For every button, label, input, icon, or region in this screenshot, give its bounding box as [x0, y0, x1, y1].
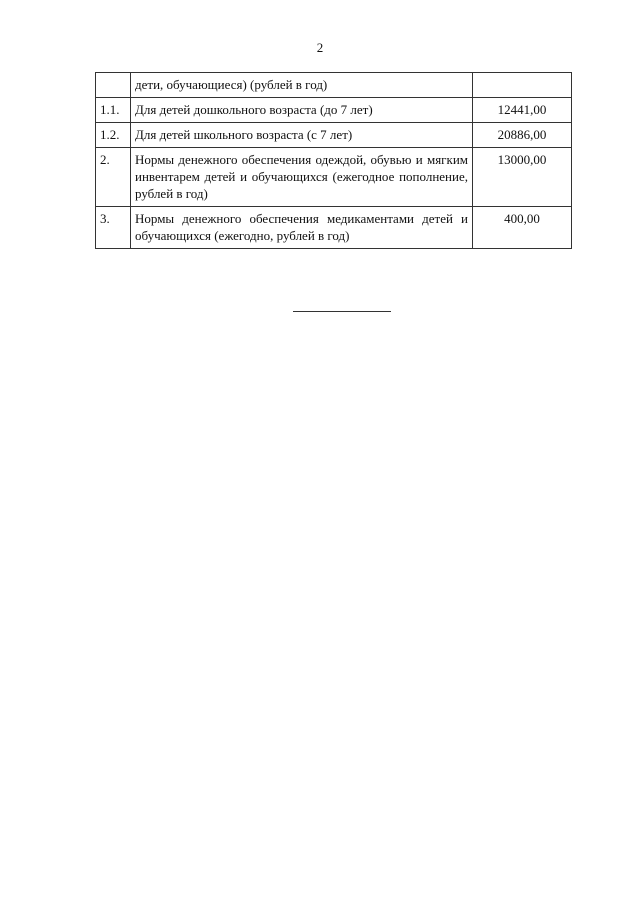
row-description: дети, обучающиеся) (рублей в год)	[131, 73, 473, 98]
row-number: 1.2.	[96, 123, 131, 148]
norms-table	[95, 72, 572, 249]
end-divider-line	[293, 311, 391, 312]
row-value: 12441,00	[473, 98, 572, 123]
row-description: Для детей школьного возраста (с 7 лет)	[131, 123, 473, 148]
table-row	[96, 207, 572, 249]
row-number: 3.	[96, 207, 131, 249]
row-number: 2.	[96, 148, 131, 207]
row-value: 13000,00	[473, 148, 572, 207]
row-value: 20886,00	[473, 123, 572, 148]
row-description: Нормы денежного обеспечения одеждой, обувью и мягким инвентарем детей и обучающихся (ежегодное пополнение, рублей в год)	[131, 148, 473, 207]
table-row	[96, 98, 572, 123]
row-description: Для детей дошкольного возраста (до 7 лет)	[131, 98, 473, 123]
row-value	[473, 73, 572, 98]
row-number	[96, 73, 131, 98]
page-number: 2	[316, 40, 324, 55]
row-description: Нормы денежного обеспечения медикаментами детей и обучающихся (ежегодно, рублей в год)	[131, 207, 473, 249]
row-value: 400,00	[473, 207, 572, 249]
table-row	[96, 123, 572, 148]
table-row	[96, 148, 572, 207]
table-row	[96, 73, 572, 98]
row-number: 1.1.	[96, 98, 131, 123]
